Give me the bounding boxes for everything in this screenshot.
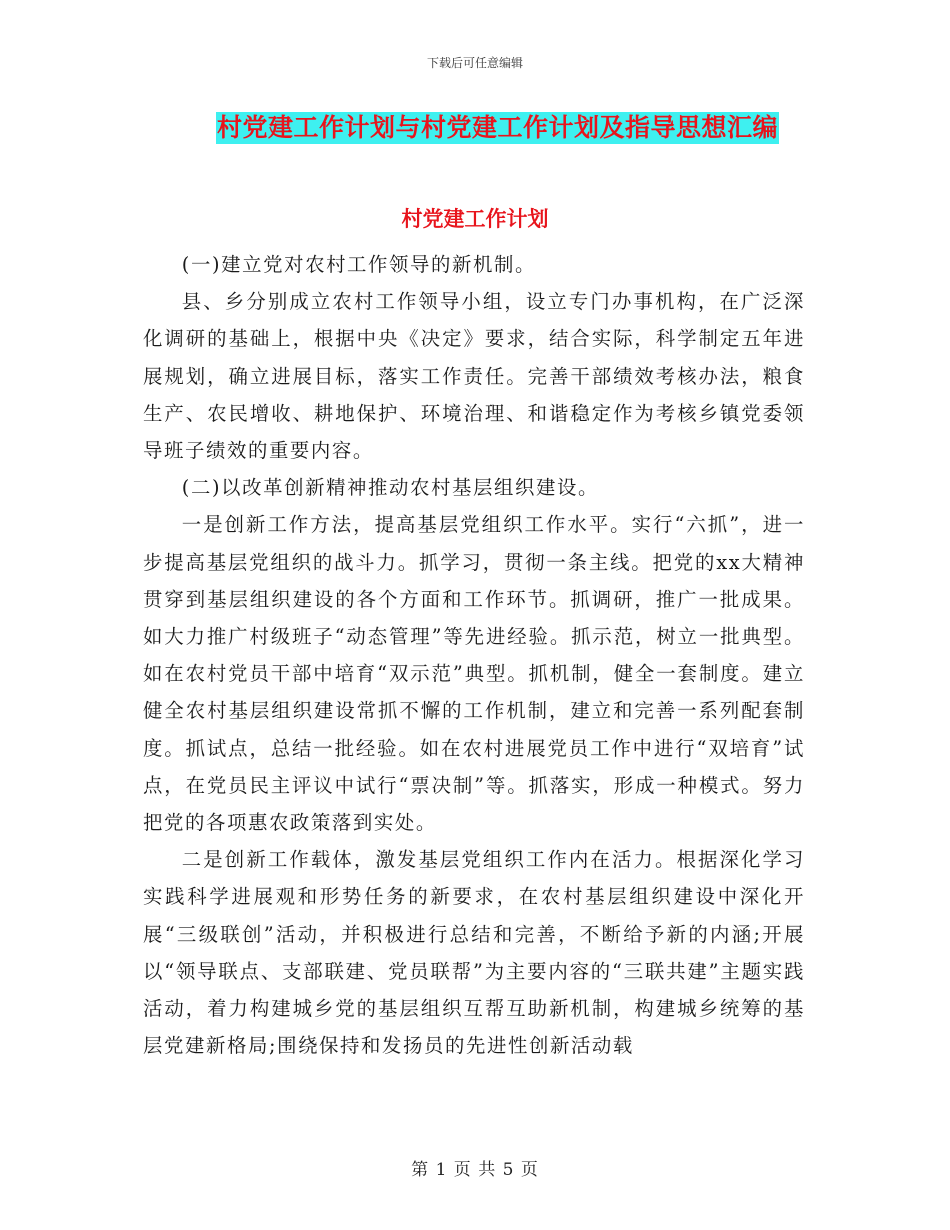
main-title: 村党建工作计划与村党建工作计划及指导思想汇编 xyxy=(216,113,778,142)
header-note: 下载后可任意编辑 xyxy=(426,56,523,70)
main-title-container xyxy=(0,112,950,144)
paragraph-4: 一是创新工作方法，提高基层党组织工作水平。实行“六抓”，进一步提高基层党组织的战斗力。抓学习，贯彻一条主线。把党的xx大精神贯穿到基层组织建设的各个方面和工作环节。抓调研，推广一批成果。如大力推广村级班子“动态管理”等先进经验。抓示范，树立一批典型。如在农村党员干部中培育“双示范”典型。抓机制，健全一套制度。建立健全农村基层组织建设常抓不懈的工作机制，建立和完善一系列配套制度。抓试点，总结一批经验。如在农村进展党员工作中进行“双培育”试点，在党员民主评议中试行“票决制”等。抓落实，形成一种模式。努力把党的各项惠农政策落到实处。 xyxy=(143,513,805,835)
paragraph-5: 二是创新工作载体，激发基层党组织工作内在活力。根据深化学习实践科学进展观和形势任务的新要求，在农村基层组织建设中深化开展“三级联创”活动，并积极进行总结和完善，不断给予新的内涵;开展以“领导联点、支部联建、党员联帮”为主要内容的“三联共建”主题实践活动，着力构建城乡党的基层组织互帮互助新机制，构建城乡统筹的基层党建新格局;围绕保持和发扬员的先进性创新活动载 xyxy=(143,848,805,1058)
page-number-footer: 第 1 页 共 5 页 xyxy=(411,1160,539,1180)
paragraph-1: (一)建立党对农村工作领导的新机制。 xyxy=(181,253,536,276)
paragraph-3: (二)以改革创新精神推动农村基层组织建设。 xyxy=(181,476,599,500)
paragraph-2: 县、乡分别成立农村工作领导小组，设立专门办事机构，在广泛深化调研的基础上，根据中央《决定》要求，结合实际，科学制定五年进展规划，确立进展目标，落实工作责任。完善干部绩效考核办法，粮食生产、农民增收、耕地保护、环境治理、和谐稳定作为考核乡镇党委领导班子绩效的重要内容。 xyxy=(143,290,805,463)
section-title: 村党建工作计划 xyxy=(401,207,549,231)
body-text xyxy=(143,246,805,1064)
